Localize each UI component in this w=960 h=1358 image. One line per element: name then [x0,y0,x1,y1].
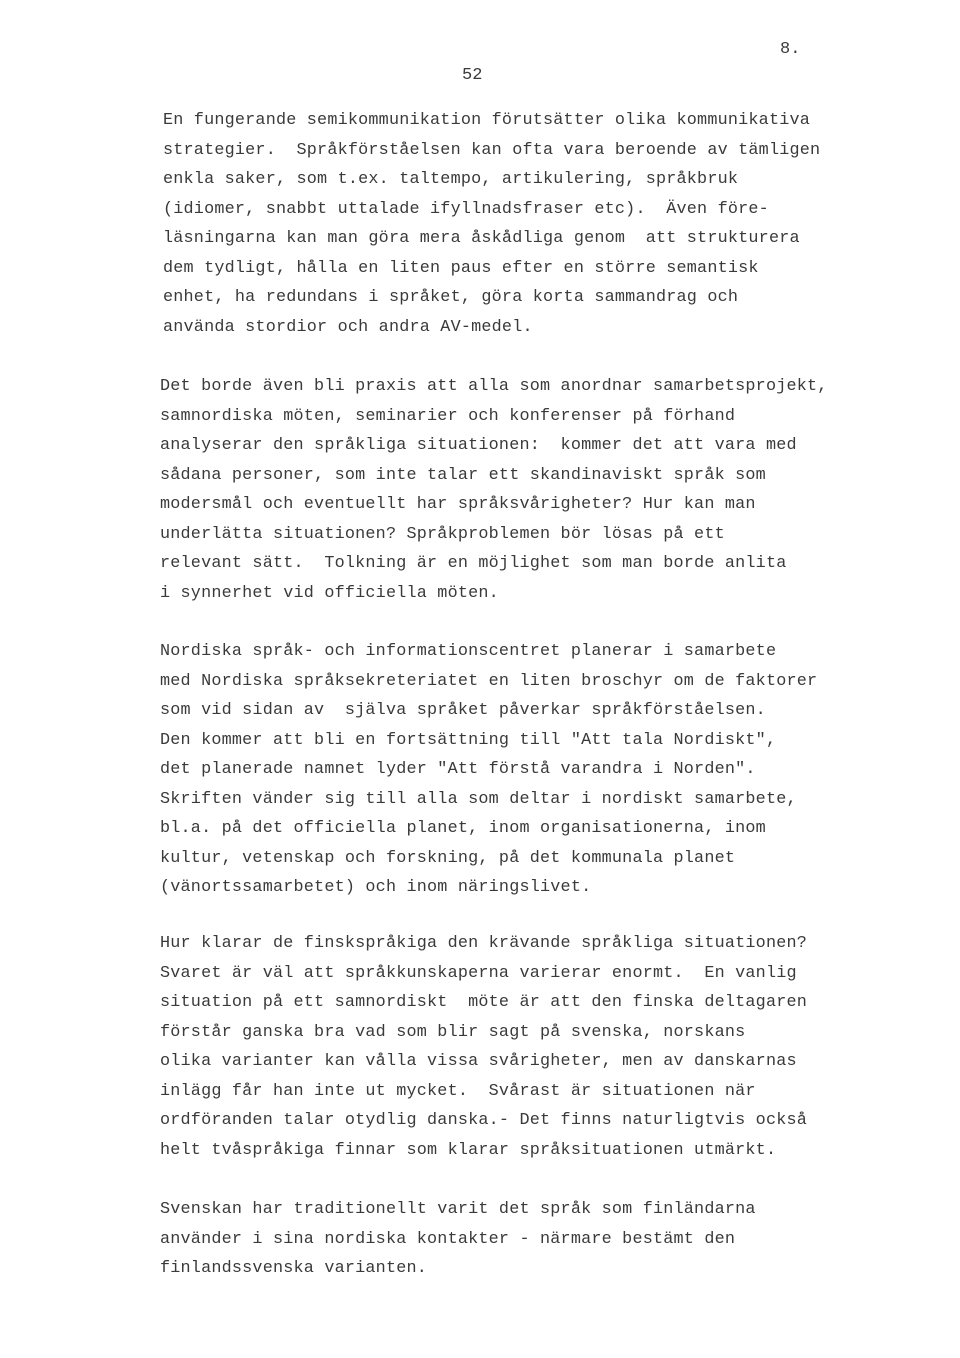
text-line: relevant sätt. Tolkning är en möjlighet som man borde anlita [160,554,787,573]
text-line: (idiomer, snabbt uttalade ifyllnadsfraser etc). Även före- [163,199,769,219]
text-line: Svaret är väl att språkkunskaperna varierar enormt. En vanlig [160,963,797,983]
paragraph-1 [163,106,820,342]
text-line: använder i sina nordiska kontakter - närmare bestämt den [160,1229,736,1249]
text-line: Hur klarar de finskspråkiga den krävande språkliga situationen? [160,934,808,953]
text-line: ordföranden talar otydlig danska.- Det finns naturligtvis också [160,1111,808,1130]
text-line: helt tvåspråkiga finnar som klarar språksituationen utmärkt. [160,1140,777,1160]
text-line: enkla saker, som t.ex. taltempo, artikulering, språkbruk [163,170,739,189]
text-line: sådana personer, som inte talar ett skandinaviskt språk som [160,465,766,485]
paragraph-4 [160,929,807,1165]
text-line: underlätta situationen? Språkproblemen bör lösas på ett [160,524,725,544]
paragraph-5 [160,1195,756,1284]
text-line: Den kommer att bli en fortsättning till "Att tala Nordiskt", [160,730,777,750]
text-line: enhet, ha redundans i språket, göra korta sammandrag och [163,288,739,307]
text-line: analyserar den språkliga situationen: kommer det att vara med [160,436,797,455]
text-line: läsningarna kan man göra mera åskådliga genom att strukturera [163,229,800,248]
text-line: med Nordiska språksekreteriatet en liten broschyr om de faktorer [160,671,818,691]
text-line: dem tydligt, hålla en liten paus efter en större semantisk [163,258,759,278]
text-line: En fungerande semikommunikation förutsätter olika kommunikativa [163,111,811,130]
paragraph-2 [160,372,828,608]
text-line: använda stordior och andra AV-medel. [163,317,533,337]
text-line: olika varianter kan vålla vissa svårigheter, men av danskarnas [160,1052,797,1071]
text-line: Skriften vänder sig till alla som deltar i nordiskt samarbete, [160,789,797,809]
text-line: strategier. Språkförståelsen kan ofta vara beroende av tämligen [163,140,821,160]
text-line: bl.a. på det officiella planet, inom organisationerna, inom [160,819,766,838]
text-line: inlägg får han inte ut mycket. Svårast är situationen när [160,1081,756,1101]
text-line: förstår ganska bra vad som blir sagt på svenska, norskans [160,1022,746,1042]
text-line: situation på ett samnordiskt möte är att den finska deltagaren [160,993,808,1012]
page-number-right: 8. [780,40,801,59]
text-line: det planerade namnet lyder "Att förstå varandra i Norden". [160,760,756,779]
text-line: (vänortssamarbetet) och inom näringslivet. [160,878,592,897]
page-number-center: 52 [462,66,483,85]
text-line: Svenskan har traditionellt varit det språk som finländarna [160,1200,756,1219]
text-line: modersmål och eventuellt har språksvårigheter? Hur kan man [160,495,756,514]
paragraph-3 [160,637,817,903]
text-line: i synnerhet vid officiella möten. [160,583,499,603]
text-line: Nordiska språk- och informationscentret planerar i samarbete [160,642,777,661]
text-line: som vid sidan av själva språket påverkar språkförståelsen. [160,701,766,720]
text-line: samnordiska möten, seminarier och konferenser på förhand [160,406,736,426]
text-line: Det borde även bli praxis att alla som anordnar samarbetsprojekt, [160,377,828,396]
text-line: finlandssvenska varianten. [160,1259,428,1278]
text-line: kultur, vetenskap och forskning, på det kommunala planet [160,848,736,868]
